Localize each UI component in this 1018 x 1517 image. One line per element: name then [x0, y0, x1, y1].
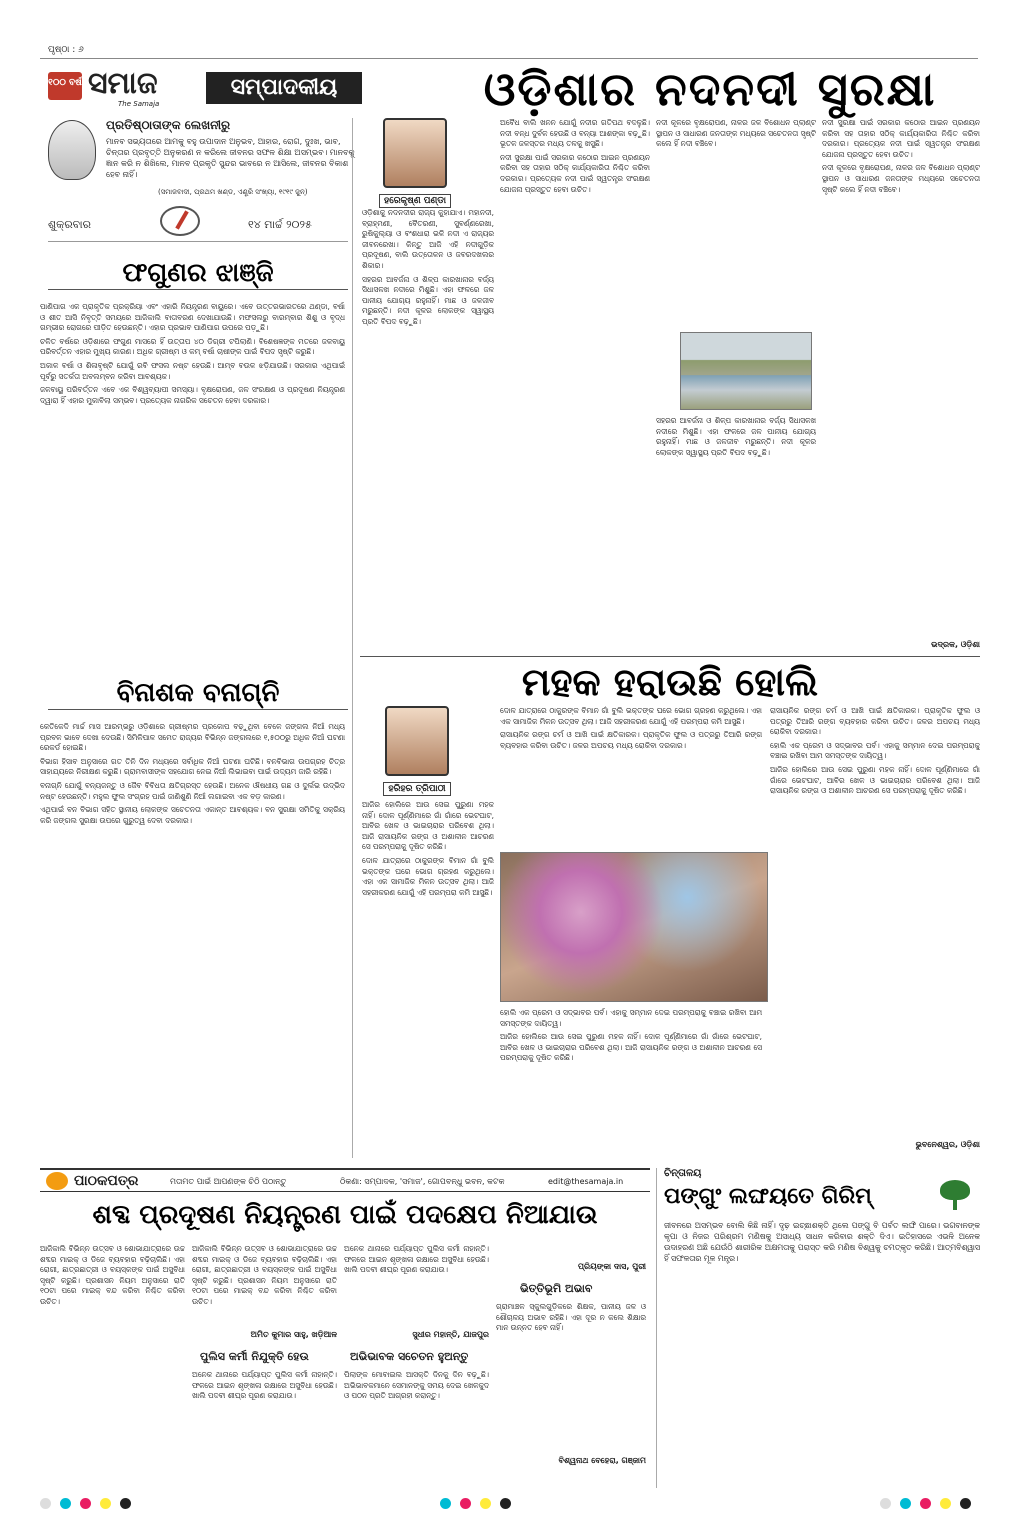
article3-para: ଓଡ଼ିଶାକୁ ନଦନଦୀର ରାଜ୍ୟ କୁହାଯାଏ। ମହାନଦୀ, ବ୍ରାହ୍ମଣୀ, ବୈତରଣୀ, ସୁବର୍ଣ୍ଣରେଖା, ରୁଷିକୁଲ୍ୟା ଓ ବଂଶଧାରା ଭଳି ନଦୀ ଏ ରାଜ୍ୟର ଜୀବନରେଖା। କିନ୍ତୁ ଆଜି ଏହି ନଦୀଗୁଡ଼ିକ ପ୍ରଦୂଷଣ, ବାଲି ଉତ୍ତୋଳନ ଓ ଜବରଦଖଲର ଶିକାର। [362, 208, 494, 270]
article1-para: ଅକାଳ ବର୍ଷା ଓ ଶିଳାବୃଷ୍ଟି ଯୋଗୁଁ ରବି ଫସଲ ନଷ୍ଟ ହେଉଛି। ଆମ୍ବ ବଉଳ ଝଡ଼ିଯାଉଛି। ସରକାର ଏଥିପାଇଁ ପୂର୍ବରୁ ସତର୍କତା ଅବଲମ୍ବନ କରିବା ଆବଶ୍ୟକ। [40, 360, 345, 381]
reg-dot [960, 1498, 971, 1509]
tree-icon [938, 1180, 972, 1210]
special-body: ଜୀବନରେ ଅସମ୍ଭବ ବୋଲି କିଛି ନାହିଁ। ଦୃଢ଼ ଇଚ୍ଛାଶକ୍ତି ଥିଲେ ପଙ୍ଗୁ ବି ପର୍ବତ ଲଙ୍ଘି ପାରେ। ଭଗବାନଙ୍କ କୃପା ଓ ନିଜର ପରିଶ୍ରମ ମଣିଷକୁ ଅସାଧ୍ୟ ସାଧନ କରିବାର ଶକ୍ତି ଦିଏ। ଇତିହାସରେ ଏଭଳି ଅନେକ ଉଦାହରଣ ଅଛି ଯେଉଁଠି ଶାରୀରିକ ଅକ୍ଷମତାକୁ ପରାସ୍ତ କରି ମଣିଷ ବିଶ୍ୱକୁ ଚମତ୍କୃତ କରିଛି। ଆତ୍ମବିଶ୍ୱାସ ହିଁ ସଫଳତାର ମୂଳ ମନ୍ତ୍ର। [664, 1221, 980, 1263]
letters-bar-note: ମତାମତ ପାଇଁ ଆପଣଙ୍କ ଚିଠି ପଠାନ୍ତୁ [170, 1177, 287, 1186]
pen-icon [160, 206, 200, 236]
author-name: ହରିହର ତ୍ରିପାଠୀ [383, 782, 450, 796]
newspaper-logo-sub: The Samaja [118, 100, 160, 108]
registration-marks-right [880, 1494, 975, 1506]
article3-col1 [362, 208, 494, 638]
dateline [48, 212, 348, 242]
section-label: ସମ୍ପାଦକୀୟ [206, 72, 362, 104]
tree-crown [940, 1180, 970, 1200]
reg-dot [920, 1498, 931, 1509]
letter4-sign: ବିଶ୍ୱନାଥ ବେହେରା, ଗଞ୍ଜାମ [558, 1456, 646, 1465]
article4-title: ମହକ ହରାଉଛି ହୋଲି [521, 660, 819, 704]
reg-dot [480, 1498, 491, 1509]
letters-bar-email[interactable]: edit@thesamaja.in [548, 1177, 624, 1186]
author-photo-icon [383, 118, 447, 188]
article3-para: ନଦୀ କୂଳରେ ବୃକ୍ଷରୋପଣ, ନାଳର ଜଳ ବିଶୋଧନ ପ୍ଲାଣ୍ଟ ସ୍ଥାପନ ଓ ସାଧାରଣ ଜନତାଙ୍କ ମଧ୍ୟରେ ସଚେତନତା ସୃଷ୍ଟି କଲେ ହିଁ ନଦୀ ବଞ୍ଚିବେ। [822, 163, 980, 194]
article2-para: ବିଭାଗ ହିସାବ ଅନୁସାରେ ଗତ ତିନି ଦିନ ମଧ୍ୟରେ ସର୍ବାଧିକ ନିଆଁ ଘଟଣା ଘଟିଛି। ବନବିଭାଗ ଉପଗ୍ରହ ଚିତ୍ର ସାହାଯ୍ୟରେ ନିରୀକ୍ଷଣ କରୁଛି। ଗ୍ରାମବାସୀଙ୍କ ସହଯୋଗ ନେଇ ନିଆଁ ଲିଭାଇବା ପାଇଁ ଉଦ୍ୟମ ଜାରି ରହିଛି। [40, 756, 345, 777]
special-title: ପଙ୍ଗୁଂ ଲଙ୍ଘୟତେ ଗିରିମ୍ [664, 1184, 872, 1209]
registration-marks-left [40, 1494, 135, 1506]
article2-para: ଏଥିପାଇଁ ବନ ବିଭାଗ ସହିତ ସ୍ଥାନୀୟ ଲୋକଙ୍କ ସଚେତନତା ଏକାନ୍ତ ଆବଶ୍ୟକ। ବନ ସୁରକ୍ଷା ସମିତିକୁ ସକ୍ରିୟ କରି ଜଙ୍ଗଲ ସୁରକ୍ଷା ଉପରେ ଗୁରୁତ୍ୱ ଦେବା ଦରକାର। [40, 805, 345, 825]
article1-title: ଫଗୁଣର ଝାଞ୍ଜି [48, 258, 348, 290]
date-day: ଶୁକ୍ରବାର [48, 218, 91, 231]
article2-body [40, 722, 345, 1154]
article4-para: ଆଜିର ହୋଲିରେ ଆଉ ସେଇ ପୁରୁଣା ମହକ ନାହିଁ। ଦୋଳ ପୂର୍ଣ୍ଣିମାରେ ଗାଁ ଗାଁରେ ଭେଟଘାଟ, ଆବିର ଖେଳ ଓ ଭାଇଚାରାର ପରିବେଶ ଥିଲା। ଆଜି ରାସାୟନିକ ରଙ୍ଗ ଓ ଅଶାଳୀନ ଆଚରଣ ସେ ପରମ୍ପରାକୁ ଦୂଷିତ କରିଛି। [500, 1032, 762, 1063]
article4-para: ଦୋଳ ଯାତ୍ରାରେ ଠାକୁରଙ୍କ ବିମାନ ଗାଁ ବୁଲି ଭକ୍ତଙ୍କ ଘରେ ଭୋଗ ଗ୍ରହଣ କରୁଥିଲେ। ଏହା ଏକ ସାମାଜିକ ମିଳନ ଉତ୍ସବ ଥିଲା। ଆଜି ସହରୀକରଣ ଯୋଗୁଁ ଏହି ପରମ୍ପରା କମି ଆସୁଛି। [500, 706, 762, 726]
river-photo [680, 332, 812, 410]
reg-dot [880, 1498, 891, 1509]
letters-bar-address: ଠିକଣା: ସମ୍ପାଦକ, 'ସମାଜ', ଗୋପବନ୍ଧୁ ଭବନ, କଟକ [340, 1177, 505, 1186]
letters-logo-icon [46, 1172, 68, 1190]
letter1-sign: ଅମିତ କୁମାର ସାହୁ, ଖଡ଼ିଆଳ [250, 1330, 337, 1339]
letters-headline: ଶବ୍ଦ ପ୍ରଦୂଷଣ ନିୟନ୍ତ୍ରଣ ପାଇଁ ପଦକ୍ଷେପ ନିଆଯାଉ [92, 1200, 598, 1230]
letter1-cont: ଆଜିକାଲି ବିଭିନ୍ନ ଉତ୍ସବ ଓ ଶୋଭାଯାତ୍ରାରେ ଉଚ୍ଚ ଶବ୍ଦର ମାଇକ୍ ଓ ଡିଜେ ବ୍ୟବହାର ବଢ଼ିଚାଲିଛି। ଏହା ରୋଗୀ, ଛାତ୍ରଛାତ୍ରୀ ଓ ବୟସ୍କଙ୍କ ପାଇଁ ଅସୁବିଧା ସୃଷ୍ଟି କରୁଛି। ପ୍ରଶାସନ ନିୟମ ଅନୁସାରେ ରାତି ୧୦ଟା ପରେ ମାଇକ୍ ବନ୍ଦ କରିବା ନିଶ୍ଚିତ କରିବା ଉଚିତ। [192, 1244, 337, 1306]
page-number: ପୃଷ୍ଠା : ୬ [48, 45, 84, 55]
article4-col2 [500, 706, 762, 846]
article3-para: ସହରର ଆବର୍ଜନା ଓ ଶିଳ୍ପ କାରଖାନାର ବର୍ଜ୍ୟ ସିଧାସଳଖ ନଦୀରେ ମିଶୁଛି। ଏହା ଫଳରେ ଜଳ ପାନୀୟ ଯୋଗ୍ୟ ରହୁନାହିଁ। ମାଛ ଓ ଜଳଜୀବ ମରୁଛନ୍ତି। ନଦୀ କୂଳର ଲୋକଙ୍କ ସ୍ୱାସ୍ଥ୍ୟ ପ୍ରତି ବିପଦ ବଢ଼ୁଛି। [656, 416, 816, 457]
article1-para: ଚଳିତ ବର୍ଷରେ ଓଡ଼ିଶାରେ ଫଗୁଣ ମାସରେ ହିଁ ଉତ୍ତାପ ୪୦ ଡିଗ୍ରୀ ଟପିଲାଣି। ବିଶେଷଜ୍ଞଙ୍କ ମତରେ ଜଳବାୟୁ ପରିବର୍ତ୍ତନ ଏହାର ମୁଖ୍ୟ କାରଣ। ଅଧିକ ଗ୍ରୀଷ୍ମ ଓ କମ୍ ବର୍ଷା ଚାଷୀଙ୍କ ପାଇଁ ବିପଦ ସୃଷ୍ଟି କରୁଛି। [40, 336, 345, 357]
article1-para: ଜଳବାୟୁ ପରିବର୍ତ୍ତନ ଏବେ ଏକ ବିଶ୍ୱବ୍ୟାପୀ ସମସ୍ୟା। ବୃକ୍ଷରୋପଣ, ଜଳ ସଂରକ୍ଷଣ ଓ ପ୍ରଦୂଷଣ ନିୟନ୍ତ୍ରଣ ଦ୍ୱାରା ହିଁ ଏହାର ମୁକାବିଲା ସମ୍ଭବ। ପ୍ରତ୍ୟେକ ନାଗରିକ ସଚେତନ ହେବା ଦରକାର। [40, 385, 345, 405]
letter2-cont: ଅନେକ ଥାନାରେ ପର୍ଯ୍ୟାପ୍ତ ପୁଲିସ କର୍ମୀ ନାହାନ୍ତି। ଫଳରେ ଆଇନ ଶୃଙ୍ଖଳା ରକ୍ଷାରେ ଅସୁବିଧା ହେଉଛି। ଖାଲି ପଦବୀ ଶୀଘ୍ର ପୂରଣ କରାଯାଉ। [344, 1244, 489, 1275]
article1-body [40, 302, 345, 657]
section-rule [360, 656, 980, 657]
article3-col3 [656, 118, 816, 328]
reg-dot [40, 1498, 51, 1509]
reg-dot [100, 1498, 111, 1509]
article2-para: କେତିକେଦି ମାର୍ଚ୍ଚ ମାସ ଆରମ୍ଭରୁ ଓଡ଼ିଶାରେ ଗ୍ରୀଷ୍ମର ପ୍ରକୋପ ବଢ଼ୁଥିବା ବେଳେ ଜଙ୍ଗଲ ନିଆଁ ମଧ୍ୟ ପ୍ରବଳ ଭାବେ ଦେଖା ଦେଉଛି। ସିମିଳିପାଳ ସମେତ ରାଜ୍ୟର ବିଭିନ୍ନ ଜଙ୍ଗଲରେ ୧,୫୦୦ରୁ ଅଧିକ ନିଆଁ ଘଟଣା ରେକର୍ଡ ହୋଇଛି। [40, 722, 345, 753]
letter4-title: ଭିତ୍ତିଭୂମି ଅଭାବ [520, 1282, 593, 1295]
article3-col4 [822, 118, 980, 638]
quote-title: ପ୍ରତିଷ୍ଠାତାଙ୍କ ଲେଖନୀରୁ [106, 118, 231, 132]
article4-col2b [500, 1008, 762, 1152]
main-headline: ଓଡ଼ିଶାର ନଦନଦୀ ସୁରକ୍ଷା [483, 62, 937, 116]
article3-para: ଅବୈଧ ବାଲି ଖନନ ଯୋଗୁଁ ନଦୀର ଗତିପଥ ବଦଳୁଛି। ନଦୀ ବନ୍ଧ ଦୁର୍ବଳ ହେଉଛି ଓ ବନ୍ୟା ଆଶଙ୍କା ବଢ଼ୁଛି। ଭୂତଳ ଜଳସ୍ତର ମଧ୍ୟ ତଳକୁ ଖସୁଛି। [500, 118, 650, 149]
letter2-sign: ସୁଧୀର ମହାନ୍ତି, ଯାଜପୁର [412, 1330, 489, 1339]
founder-quote [48, 118, 355, 198]
reg-dot [460, 1498, 471, 1509]
author-photo-icon [385, 706, 449, 776]
founder-portrait-icon [48, 120, 96, 180]
article3-para: ନଦୀ କୂଳରେ ବୃକ୍ଷରୋପଣ, ନାଳର ଜଳ ବିଶୋଧନ ପ୍ଲାଣ୍ଟ ସ୍ଥାପନ ଓ ସାଧାରଣ ଜନତାଙ୍କ ମଧ୍ୟରେ ସଚେତନତା ସୃଷ୍ଟି କଲେ ହିଁ ନଦୀ ବଞ୍ଚିବେ। [656, 118, 816, 149]
article4-signoff: ଭୁବନେଶ୍ୱର, ଓଡ଼ିଶା [915, 1140, 980, 1149]
registration-marks-center [440, 1494, 515, 1506]
letter3-sign: ପ୍ରିୟଙ୍କା ଦାସ, ପୁରୀ [578, 1262, 646, 1271]
article4-col1 [362, 800, 494, 1152]
letter1-body: ଆଜିକାଲି ବିଭିନ୍ନ ଉତ୍ସବ ଓ ଶୋଭାଯାତ୍ରାରେ ଉଚ୍ଚ ଶବ୍ଦର ମାଇକ୍ ଓ ଡିଜେ ବ୍ୟବହାର ବଢ଼ିଚାଲିଛି। ଏହା ରୋଗୀ, ଛାତ୍ରଛାତ୍ରୀ ଓ ବୟସ୍କଙ୍କ ପାଇଁ ଅସୁବିଧା ସୃଷ୍ଟି କରୁଛି। ପ୍ରଶାସନ ନିୟମ ଅନୁସାରେ ରାତି ୧୦ଟା ପରେ ମାଇକ୍ ବନ୍ଦ କରିବା ନିଶ୍ଚିତ କରିବା ଉଚିତ। [40, 1244, 185, 1306]
article3-para: ନଦୀ ସୁରକ୍ଷା ପାଇଁ ସରକାର କଠୋର ଆଇନ ପ୍ରଣୟନ କରିବା ସହ ତାହାର ସଠିକ୍ କାର୍ଯ୍ୟକାରିତା ନିଶ୍ଚିତ କରିବା ଦରକାର। ପ୍ରତ୍ୟେକ ନଦୀ ପାଇଁ ସ୍ୱତନ୍ତ୍ର ସଂରକ୍ଷଣ ଯୋଜନା ପ୍ରସ୍ତୁତ ହେବା ଉଚିତ। [822, 118, 980, 159]
article1-para: ପାଣିପାଗ ଏକ ପ୍ରାକୃତିକ ପ୍ରକ୍ରିୟା ଏବଂ ଏହାରି ନିୟନ୍ତ୍ରଣ ବାୟୁରେ। ଏବେ ଉତ୍ତରଭାରତରେ ଥଣ୍ଡା, ବର୍ଷା ଓ ଶୀତ ଆସି ନିବୃତ୍ତି ସମୟରେ ଆଜିକାଲି ବାତାବରଣ ଦେଖାଯାଉଛି। ମଫସଲରୁ ବାରମ୍ବାର ଶିଶୁ ଓ ବୃଦ୍ଧ ଗମ୍ଭୀର ରୋଗରେ ପୀଡ଼ିତ ହେଉଛନ୍ତି। ଏହାର ପ୍ରଭାବ ପାଣିପାଗ ଉପରେ ପଡ଼ୁଛି। [40, 302, 345, 333]
article4-byline [372, 706, 462, 796]
letter2-body: ଅନେକ ଥାନାରେ ପର୍ଯ୍ୟାପ୍ତ ପୁଲିସ କର୍ମୀ ନାହାନ୍ତି। ଫଳରେ ଆଇନ ଶୃଙ୍ଖଳା ରକ୍ଷାରେ ଅସୁବିଧା ହେଉଛି। ଖାଲି ପଦବୀ ଶୀଘ୍ର ପୂରଣ କରାଯାଉ। [192, 1370, 337, 1401]
author-name: ହରେକୃଷ୍ଣ ପଣ୍ଡା [379, 194, 451, 208]
reg-dot [60, 1498, 71, 1509]
holi-photo [500, 852, 768, 1002]
letters-bar [40, 1168, 650, 1192]
top-rule [40, 58, 978, 59]
article2-para: ବନାଗ୍ନି ଯୋଗୁଁ ବନ୍ୟଜନ୍ତୁ ଓ ଜୈବ ବିବିଧତା କ୍ଷତିଗ୍ରସ୍ତ ହେଉଛି। ଅନେକ ଔଷଧୀୟ ଗଛ ଓ ଦୁର୍ଲଭ ଉଦ୍ଭିଦ ନଷ୍ଟ ହେଉଛନ୍ତି। ମହୁଲ ଫୁଲ ସଂଗ୍ରହ ପାଇଁ ଜାଣିଶୁଣି ନିଆଁ ଲଗାଇବା ଏକ ବଡ଼ କାରଣ। [40, 780, 345, 801]
article3-col3b [656, 416, 816, 638]
tree-trunk [953, 1198, 957, 1210]
article4-para: ରାସାୟନିକ ରଙ୍ଗ ଚର୍ମ ଓ ଆଖି ପାଇଁ କ୍ଷତିକାରକ। ପ୍ରାକୃତିକ ଫୁଲ ଓ ପତ୍ରରୁ ତିଆରି ରଙ୍ଗ ବ୍ୟବହାର କରିବା ଉଚିତ। ଜଳର ଅପଚୟ ମଧ୍ୟ ରୋକିବା ଦରକାର। [770, 706, 980, 737]
column-divider [352, 118, 353, 1158]
article4-para: ହୋଲି ଏକ ପ୍ରେମ ଓ ସଦ୍ଭାବର ପର୍ବ। ଏହାକୁ ସମ୍ମାନ ଦେଇ ପରମ୍ପରାକୁ ବଞ୍ଚାଇ ରଖିବା ଆମ ସମସ୍ତଙ୍କ ଦାୟିତ୍ୱ। [500, 1008, 762, 1028]
article3-para: ନଦୀ ସୁରକ୍ଷା ପାଇଁ ସରକାର କଠୋର ଆଇନ ପ୍ରଣୟନ କରିବା ସହ ତାହାର ସଠିକ୍ କାର୍ଯ୍ୟକାରିତା ନିଶ୍ଚିତ କରିବା ଦରକାର। ପ୍ରତ୍ୟେକ ନଦୀ ପାଇଁ ସ୍ୱତନ୍ତ୍ର ସଂରକ୍ଷଣ ଯୋଜନା ପ୍ରସ୍ତୁତ ହେବା ଉଚିତ। [500, 152, 650, 194]
reg-dot [80, 1498, 91, 1509]
newspaper-logo: ସମାଜ [88, 66, 158, 101]
article4-para: ଦୋଳ ଯାତ୍ରାରେ ଠାକୁରଙ୍କ ବିମାନ ଗାଁ ବୁଲି ଭକ୍ତଙ୍କ ଘରେ ଭୋଗ ଗ୍ରହଣ କରୁଥିଲେ। ଏହା ଏକ ସାମାଜିକ ମିଳନ ଉତ୍ସବ ଥିଲା। ଆଜି ସହରୀକରଣ ଯୋଗୁଁ ଏହି ପରମ୍ପରା କମି ଆସୁଛି। [362, 855, 494, 897]
centenary-badge: ୧୦୦ ବର୍ଷ [48, 72, 82, 100]
article3-byline [370, 118, 460, 208]
special-label: ଚିନ୍ତାଳୟ [664, 1168, 702, 1179]
letter2-title: ପୁଲିସ କର୍ମୀ ନିଯୁକ୍ତି ହେଉ [200, 1350, 309, 1363]
letter3-title: ଅଭିଭାବକ ସଚେତନ ହୁଅନ୍ତୁ [350, 1350, 469, 1363]
article3-signoff: ଭଦ୍ରକ, ଓଡ଼ିଶା [931, 640, 980, 649]
article4-col3 [770, 706, 980, 1136]
date-full: ୧୪ ମାର୍ଚ୍ଚ ୨୦୨୫ [248, 218, 312, 231]
quote-source: (ସମାଜବାଦୀ, ପ୍ରଥମ ଖଣ୍ଡ, ଏଣ୍ଟ୍ରି ସଂଖ୍ୟା, ୧୯୧୯ ଜୁନ୍) [158, 188, 308, 196]
article4-para: ଆଜିର ହୋଲିରେ ଆଉ ସେଇ ପୁରୁଣା ମହକ ନାହିଁ। ଦୋଳ ପୂର୍ଣ୍ଣିମାରେ ଗାଁ ଗାଁରେ ଭେଟଘାଟ, ଆବିର ଖେଳ ଓ ଭାଇଚାରାର ପରିବେଶ ଥିଲା। ଆଜି ରାସାୟନିକ ରଙ୍ଗ ଓ ଅଶାଳୀନ ଆଚରଣ ସେ ପରମ୍ପରାକୁ ଦୂଷିତ କରିଛି। [362, 800, 494, 852]
article3-col2 [500, 118, 650, 638]
reg-dot [120, 1498, 131, 1509]
reg-dot [900, 1498, 911, 1509]
letter3-body: ପିଲାଙ୍କ ମୋବାଇଲ ଆସକ୍ତି ଦିନକୁ ଦିନ ବଢ଼ୁଛି। ଅଭିଭାବକମାନେ ସେମାନଙ୍କୁ ସମୟ ଦେଇ ଖେଳକୁଦ ଓ ପଠନ ପ୍ରତି ଆଗ୍ରହୀ କରାନ୍ତୁ। [344, 1370, 489, 1401]
reg-dot [440, 1498, 451, 1509]
article4-para: ରାସାୟନିକ ରଙ୍ଗ ଚର୍ମ ଓ ଆଖି ପାଇଁ କ୍ଷତିକାରକ। ପ୍ରାକୃତିକ ଫୁଲ ଓ ପତ୍ରରୁ ତିଆରି ରଙ୍ଗ ବ୍ୟବହାର କରିବା ଉଚିତ। ଜଳର ଅପଚୟ ମଧ୍ୟ ରୋକିବା ଦରକାର। [500, 730, 762, 750]
article4-para: ହୋଲି ଏକ ପ୍ରେମ ଓ ସଦ୍ଭାବର ପର୍ବ। ଏହାକୁ ସମ୍ମାନ ଦେଇ ପରମ୍ପରାକୁ ବଞ୍ଚାଇ ରଖିବା ଆମ ସମସ୍ତଙ୍କ ଦାୟିତ୍ୱ। [770, 740, 980, 761]
letters-bar-title: ପାଠକପତ୍ର [74, 1173, 139, 1189]
article3-para: ସହରର ଆବର୍ଜନା ଓ ଶିଳ୍ପ କାରଖାନାର ବର୍ଜ୍ୟ ସିଧାସଳଖ ନଦୀରେ ମିଶୁଛି। ଏହା ଫଳରେ ଜଳ ପାନୀୟ ଯୋଗ୍ୟ ରହୁନାହିଁ। ମାଛ ଓ ଜଳଜୀବ ମରୁଛନ୍ତି। ନଦୀ କୂଳର ଲୋକଙ୍କ ସ୍ୱାସ୍ଥ୍ୟ ପ୍ରତି ବିପଦ ବଢ଼ୁଛି। [362, 274, 494, 326]
letter4-body: ଗ୍ରାମାଞ୍ଚଳ ସ୍କୁଲଗୁଡ଼ିକରେ ଶିକ୍ଷକ, ପାନୀୟ ଜଳ ଓ ଶୌଚାଳୟ ଅଭାବ ରହିଛି। ଏହା ଦୂର ନ କଲେ ଶିକ୍ଷାର ମାନ ଉନ୍ନତ ହେବ ନାହିଁ। [496, 1302, 646, 1333]
column-divider [656, 1168, 657, 1488]
quote-body: ମାନବ ସଭ୍ୟତାରେ ଆମକୁ ବହୁ ଉପାଦାନ ଅନୁଭବ, ଆହାର, ରୋଗ, ଦୁଃଖ, ଭାବ, ଚିନ୍ତାର ପ୍ରବୃତ୍ତି ଅନୁକରଣ ନ କରିଲେ ଜୀବନର ସଫଳ ଶିକ୍ଷା ଅସମ୍ଭବ। ମାନବକୁ ଜ୍ଞାନ କରି ନ ଶିଖିଲେ, ମାନବ ପ୍ରକୃତି ସୁନ୍ଦର ଭାବରେ ନ ଆସିଲେ, ଜୀବନର ବିକାଶ ହେବ ନାହିଁ। [106, 137, 355, 179]
reg-dot [940, 1498, 951, 1509]
article2-title: ବିନାଶକ ବନାଗ୍ନି [48, 678, 348, 710]
reg-dot [500, 1498, 511, 1509]
article4-para: ଆଜିର ହୋଲିରେ ଆଉ ସେଇ ପୁରୁଣା ମହକ ନାହିଁ। ଦୋଳ ପୂର୍ଣ୍ଣିମାରେ ଗାଁ ଗାଁରେ ଭେଟଘାଟ, ଆବିର ଖେଳ ଓ ଭାଇଚାରାର ପରିବେଶ ଥିଲା। ଆଜି ରାସାୟନିକ ରଙ୍ଗ ଓ ଅଶାଳୀନ ଆଚରଣ ସେ ପରମ୍ପରାକୁ ଦୂଷିତ କରିଛି। [770, 764, 980, 796]
